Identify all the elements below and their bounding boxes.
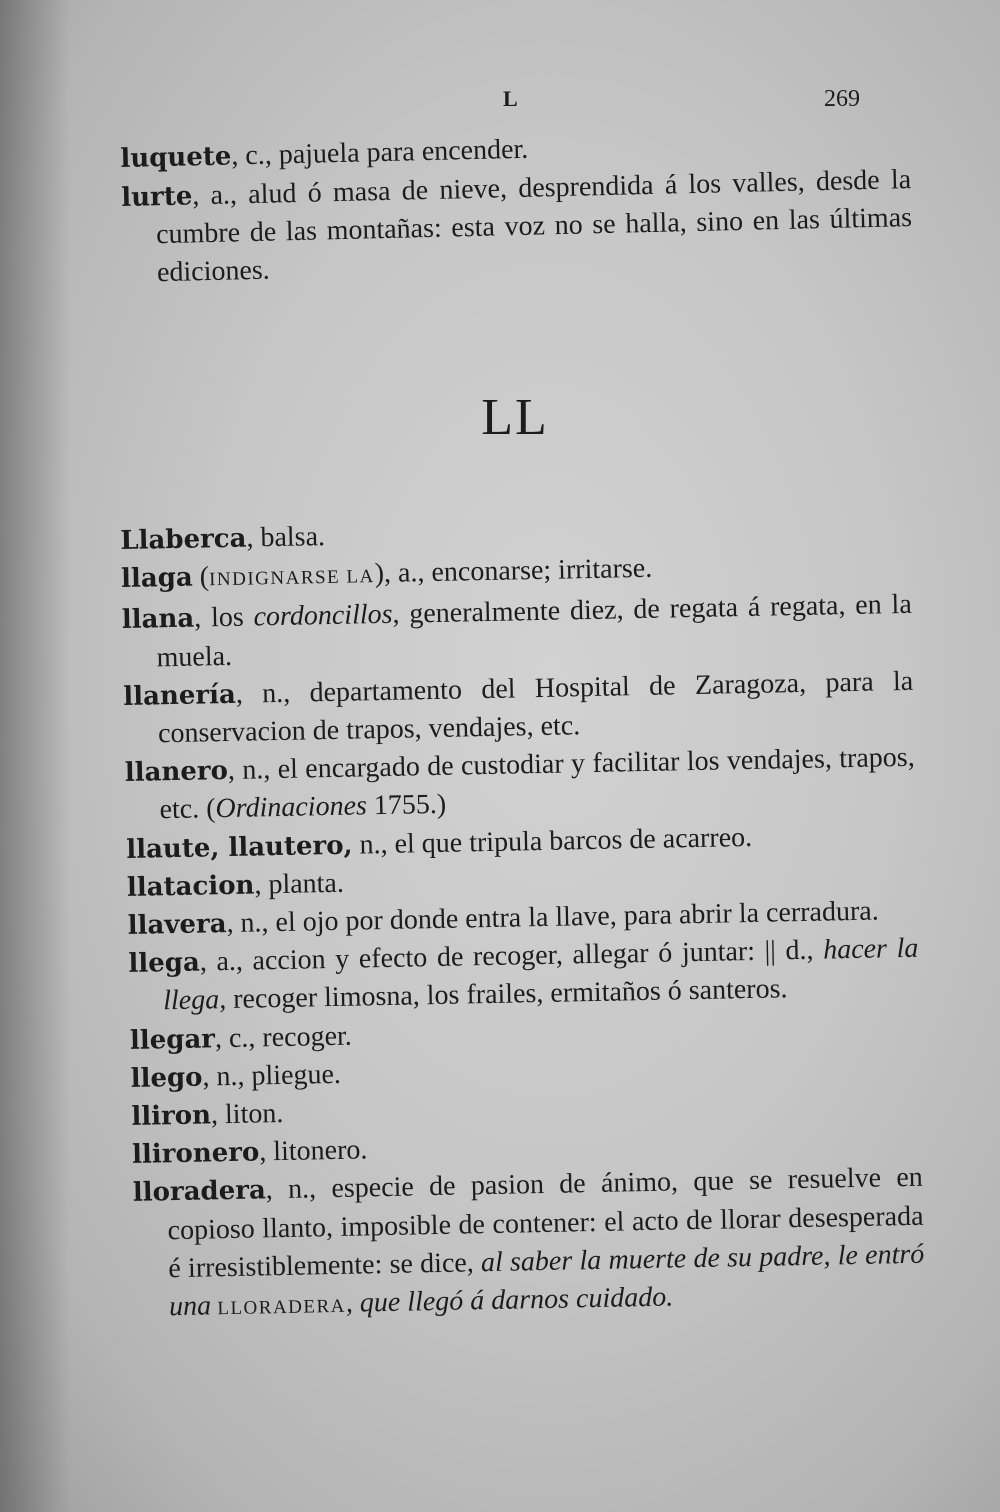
definition: , generalmente diez, de regata á regata, en la muela. <box>156 589 913 673</box>
gutter-shadow <box>0 0 70 1512</box>
definition: n., el que tripula barcos de acarreo. <box>352 821 753 861</box>
definition-prefix: ( <box>192 561 210 593</box>
italic-example-end: , que llegó á darnos cuidado. <box>345 1281 674 1319</box>
entry-lloradera <box>133 1159 926 1330</box>
definition: , n., el ojo por donde entra la llave, para abrir la cerradura. <box>226 895 879 940</box>
section-heading: LL <box>481 389 549 446</box>
running-header-letter: L <box>503 86 519 111</box>
definition-prefix: , n., especie de pasion de ánimo, que se resuelve en copioso llanto, imposible de contener: el acto de llorar desesperada é irresistiblemente: se dice, <box>167 1162 924 1285</box>
italic-phrase: hacer la llega, <box>162 932 919 1017</box>
small-caps-word: LLORADERA <box>210 1295 347 1320</box>
definition: , planta. <box>254 867 345 901</box>
definition: , a., alud ó masa de nieve, desprendida á los valles, desde la cumbre de las montañas: esta voz no se halla, sino en las últimas ediciones. <box>155 163 913 288</box>
headword: luquete <box>120 141 232 174</box>
definition: , litonero. <box>258 1134 368 1168</box>
ll-entries <box>120 507 925 1330</box>
definition: , liton. <box>210 1098 284 1131</box>
headword: lloradera <box>132 1175 267 1209</box>
headword: llego <box>130 1062 203 1094</box>
definition: recoger limosna, los frailes, ermitaños ó santeros. <box>225 973 788 1016</box>
top-entries <box>120 122 913 292</box>
small-caps-phrase: INDIGNARSE LA <box>208 566 375 591</box>
italic-term: cordoncillos <box>253 599 393 633</box>
headword: llatacion <box>126 870 255 903</box>
headword: llanería <box>123 679 237 712</box>
headword: llavera <box>127 909 227 941</box>
page-number: 269 <box>824 86 860 112</box>
definition-prefix: , a., accion y efecto de recoger, allegar ó juntar: || d., <box>199 934 824 978</box>
definition: , c., recoger. <box>214 1020 353 1054</box>
headword: llironero <box>131 1137 260 1171</box>
definition: , c., pajuela para encender. <box>231 133 529 172</box>
headword: llaute, llautero, <box>126 830 353 865</box>
italic-example: al saber la muerte de su padre, le entró una <box>168 1238 925 1323</box>
definition-prefix: , n., el encargado de custodiar y facilitar los vendajes, trapos, etc. ( <box>159 742 915 826</box>
definition-prefix: , los <box>193 601 254 634</box>
page-header <box>0 86 1000 126</box>
definition: 1755.) <box>366 789 447 822</box>
headword: Llaberca <box>120 523 247 556</box>
definition: , n., pliegue. <box>202 1058 342 1093</box>
definition: ), a., enconarse; irritarse. <box>374 552 653 590</box>
italic-source: Ordinaciones <box>215 790 368 825</box>
headword: lurte <box>120 180 193 213</box>
headword: llanero <box>124 756 229 789</box>
definition: , balsa. <box>246 521 326 554</box>
headword: llega <box>128 947 201 980</box>
entry-lurte <box>121 161 913 292</box>
headword: llaga <box>120 562 194 595</box>
headword: lliron <box>131 1100 212 1132</box>
headword: llana <box>121 604 195 636</box>
headword: llegar <box>129 1023 216 1056</box>
definition: , n., departamento del Hospital de Zaragoza, para la conservacion de trapos, vendajes, etc. <box>157 665 914 750</box>
